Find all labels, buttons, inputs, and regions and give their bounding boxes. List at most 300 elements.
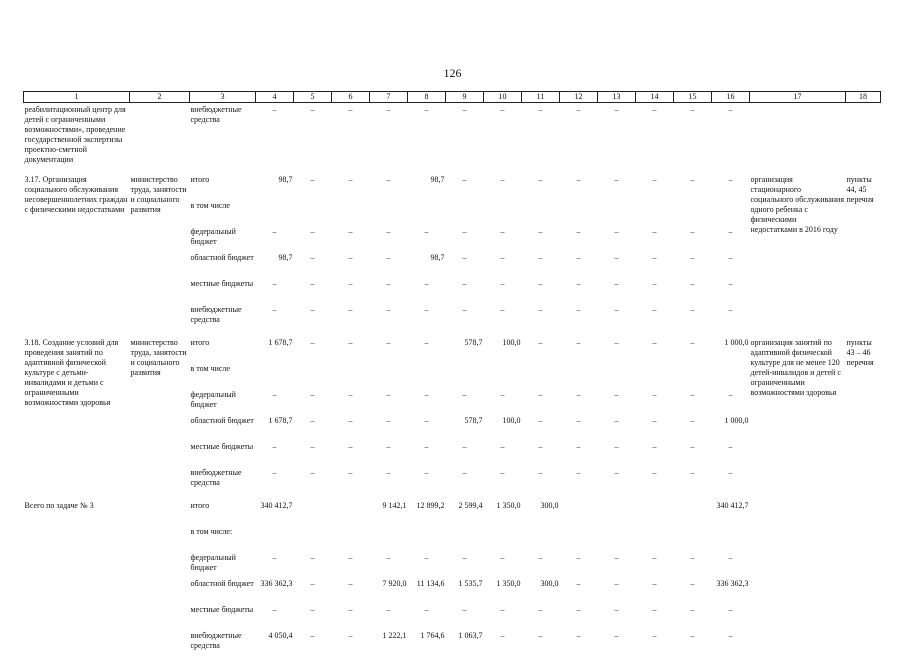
amount-cell-col-13: – [598,252,636,278]
amount-cell-col-15: – [674,278,712,304]
amount-cell-col-9: – [446,252,484,278]
amount-cell-col-5: – [294,552,332,578]
amount-cell-col-4: 340 412,7 [256,499,294,526]
amount-cell-col-8: 98,7 [408,173,446,200]
funding-source-label: внебюджетные средства [190,103,256,168]
amount-cell-col-6: – [332,604,370,630]
funding-source-label: внебюджетные средства [190,304,256,330]
amount-cell-col-10: – [484,441,522,467]
amount-cell-col-15: – [674,304,712,330]
amount-cell-col-14: – [636,173,674,200]
amount-cell-col-16: – [712,304,750,330]
amount-cell-col-9 [446,526,484,552]
amount-cell-col-15: – [674,578,712,604]
amount-cell-col-11: – [522,604,560,630]
amount-cell-col-8: – [408,278,446,304]
amount-cell-col-16: – [712,630,750,656]
funding-source-label: итого [190,336,256,363]
amount-cell-col-6: – [332,252,370,278]
funding-source-label: итого [190,499,256,526]
amount-cell-col-4: – [256,278,294,304]
amount-cell-col-7: – [370,252,408,278]
amount-cell-col-12 [560,363,598,389]
column-header-4: 4 [256,92,294,103]
amount-cell-col-7: – [370,278,408,304]
amount-cell-col-4: 98,7 [256,173,294,200]
amount-cell-col-14: – [636,389,674,415]
amount-cell-col-14: – [636,630,674,656]
amount-cell-col-10: – [484,604,522,630]
amount-cell-col-8 [408,363,446,389]
amount-cell-col-4: – [256,304,294,330]
responsible-executor: министерство труда, занятости и социального развития [130,336,190,493]
amount-cell-col-5: – [294,467,332,493]
amount-cell-col-15: – [674,415,712,441]
table-row-g317-0 [24,173,881,200]
amount-cell-col-8: – [408,336,446,363]
amount-cell-col-8: – [408,389,446,415]
amount-cell-col-7 [370,526,408,552]
amount-cell-col-15: – [674,336,712,363]
amount-cell-col-15: – [674,173,712,200]
amount-cell-col-14: – [636,467,674,493]
amount-cell-col-6 [332,499,370,526]
amount-cell-col-8: 12 899,2 [408,499,446,526]
amount-cell-col-13 [598,363,636,389]
amount-cell-col-10: – [484,252,522,278]
budget-table [23,91,881,656]
amount-cell-col-9: – [446,173,484,200]
amount-cell-col-4 [256,363,294,389]
column-header-10: 10 [484,92,522,103]
amount-cell-col-11 [522,363,560,389]
amount-cell-col-12: – [560,252,598,278]
amount-cell-col-12: – [560,103,598,168]
amount-cell-col-15: – [674,467,712,493]
amount-cell-col-15 [674,499,712,526]
amount-cell-col-14: – [636,604,674,630]
amount-cell-col-5: – [294,278,332,304]
column-header-2: 2 [130,92,190,103]
amount-cell-col-14: – [636,578,674,604]
funding-source-label: в том числе [190,200,256,226]
column-header-7: 7 [370,92,408,103]
column-header-14: 14 [636,92,674,103]
amount-cell-col-9: – [446,304,484,330]
column-header-16: 16 [712,92,750,103]
amount-cell-col-9 [446,363,484,389]
amount-cell-col-15: – [674,103,712,168]
amount-cell-col-7: – [370,441,408,467]
amount-cell-col-12: – [560,578,598,604]
amount-cell-col-14 [636,526,674,552]
amount-cell-col-11: – [522,630,560,656]
amount-cell-col-13: – [598,630,636,656]
amount-cell-col-14: – [636,441,674,467]
amount-cell-col-5 [294,363,332,389]
amount-cell-col-10: – [484,226,522,252]
expected-result [750,103,846,168]
amount-cell-col-9: 1 063,7 [446,630,484,656]
amount-cell-col-4: – [256,467,294,493]
amount-cell-col-7: – [370,173,408,200]
measure-name: 3.18. Создание условий для проведения занятий по адаптивной физической культуре с детьми-инвалидами и детьми с ограниченными возможностями здоровья [24,336,130,493]
amount-cell-col-13: – [598,304,636,330]
amount-cell-col-11: – [522,173,560,200]
amount-cell-col-12: – [560,173,598,200]
amount-cell-col-14: – [636,226,674,252]
amount-cell-col-8: – [408,552,446,578]
amount-cell-col-6: – [332,467,370,493]
amount-cell-col-9: – [446,278,484,304]
amount-cell-col-5: – [294,578,332,604]
amount-cell-col-6: – [332,441,370,467]
amount-cell-col-6: – [332,630,370,656]
funding-source-label: итого [190,173,256,200]
amount-cell-col-6: – [332,389,370,415]
amount-cell-col-9: – [446,226,484,252]
amount-cell-col-5: – [294,604,332,630]
amount-cell-col-8: – [408,604,446,630]
amount-cell-col-14: – [636,552,674,578]
amount-cell-col-5: – [294,389,332,415]
funding-source-label: областной бюджет [190,578,256,604]
amount-cell-col-16: 1 000,0 [712,336,750,363]
amount-cell-col-15 [674,363,712,389]
column-header-5: 5 [294,92,332,103]
amount-cell-col-15: – [674,630,712,656]
amount-cell-col-14 [636,200,674,226]
column-header-12: 12 [560,92,598,103]
amount-cell-col-10: 100,0 [484,336,522,363]
table-row-cont-0 [24,103,881,168]
amount-cell-col-13: – [598,226,636,252]
amount-cell-col-7: – [370,467,408,493]
column-header-6: 6 [332,92,370,103]
amount-cell-col-7: 7 920,0 [370,578,408,604]
amount-cell-col-11 [522,200,560,226]
amount-cell-col-7 [370,363,408,389]
amount-cell-col-14: – [636,304,674,330]
measure-name: 3.17. Организация социального обслуживания несовершеннолетних граждан с физическими недостатками [24,173,130,330]
amount-cell-col-7: 9 142,1 [370,499,408,526]
amount-cell-col-15: – [674,226,712,252]
amount-cell-col-14: – [636,415,674,441]
amount-cell-col-6: – [332,103,370,168]
amount-cell-col-16: 340 412,7 [712,499,750,526]
amount-cell-col-13: – [598,604,636,630]
expected-result: организация стационарного социального обслуживания одного ребенка с физическими недостатками в 2016 году [750,173,846,330]
responsible-executor [130,499,190,656]
amount-cell-col-12: – [560,630,598,656]
amount-cell-col-10: – [484,389,522,415]
column-header-18: 18 [846,92,881,103]
amount-cell-col-11: – [522,441,560,467]
funding-source-label: внебюджетные средства [190,630,256,656]
amount-cell-col-15: – [674,441,712,467]
amount-cell-col-16: – [712,278,750,304]
amount-cell-col-7 [370,200,408,226]
amount-cell-col-4: 1 678,7 [256,415,294,441]
amount-cell-col-5: – [294,252,332,278]
amount-cell-col-15 [674,526,712,552]
amount-cell-col-16: – [712,389,750,415]
amount-cell-col-11: – [522,252,560,278]
amount-cell-col-13: – [598,389,636,415]
amount-cell-col-6: – [332,415,370,441]
amount-cell-col-7: 1 222,1 [370,630,408,656]
amount-cell-col-16: – [712,103,750,168]
amount-cell-col-11: – [522,415,560,441]
amount-cell-col-6: – [332,226,370,252]
amount-cell-col-4: – [256,552,294,578]
amount-cell-col-5 [294,499,332,526]
amount-cell-col-13: – [598,103,636,168]
amount-cell-col-5: – [294,226,332,252]
amount-cell-col-11: – [522,304,560,330]
amount-cell-col-9: – [446,389,484,415]
amount-cell-col-11: 300,0 [522,499,560,526]
amount-cell-col-8: – [408,226,446,252]
responsible-executor: министерство труда, занятости и социального развития [130,173,190,330]
amount-cell-col-12: – [560,389,598,415]
amount-cell-col-11: – [522,226,560,252]
amount-cell-col-7: – [370,226,408,252]
amount-cell-col-16: – [712,552,750,578]
responsible-executor [130,103,190,168]
amount-cell-col-13: – [598,441,636,467]
amount-cell-col-9 [446,200,484,226]
amount-cell-col-10 [484,363,522,389]
amount-cell-col-9: 578,7 [446,336,484,363]
expected-result [750,499,846,656]
amount-cell-col-9: – [446,604,484,630]
amount-cell-col-16: – [712,252,750,278]
amount-cell-col-6: – [332,278,370,304]
amount-cell-col-9: – [446,441,484,467]
amount-cell-col-14: – [636,103,674,168]
expected-result: организация занятий по адаптивной физической культуре для не менее 120 детей-инвалидов и детей с ограниченными возможностями здоровья [750,336,846,493]
amount-cell-col-12: – [560,467,598,493]
amount-cell-col-10: 100,0 [484,415,522,441]
amount-cell-col-13 [598,499,636,526]
amount-cell-col-13: – [598,173,636,200]
funding-source-label: внебюджетные средства [190,467,256,493]
amount-cell-col-4: – [256,103,294,168]
amount-cell-col-12: – [560,552,598,578]
amount-cell-col-15: – [674,552,712,578]
table-row-g318-0 [24,336,881,363]
amount-cell-col-10: – [484,103,522,168]
amount-cell-col-11: – [522,467,560,493]
amount-cell-col-5: – [294,103,332,168]
amount-cell-col-12: – [560,278,598,304]
amount-cell-col-12 [560,526,598,552]
amount-cell-col-8: – [408,304,446,330]
amount-cell-col-4: – [256,389,294,415]
amount-cell-col-13: – [598,336,636,363]
amount-cell-col-7: – [370,103,408,168]
amount-cell-col-13: – [598,552,636,578]
column-header-8: 8 [408,92,446,103]
amount-cell-col-5: – [294,173,332,200]
amount-cell-col-9: – [446,467,484,493]
amount-cell-col-14: – [636,336,674,363]
amount-cell-col-11: – [522,389,560,415]
amount-cell-col-13 [598,200,636,226]
amount-cell-col-14: – [636,278,674,304]
amount-cell-col-16: – [712,604,750,630]
amount-cell-col-5: – [294,415,332,441]
amount-cell-col-11 [522,526,560,552]
amount-cell-col-13: – [598,278,636,304]
amount-cell-col-6 [332,526,370,552]
amount-cell-col-6: – [332,578,370,604]
amount-cell-col-15: – [674,252,712,278]
amount-cell-col-8: 1 764,6 [408,630,446,656]
amount-cell-col-5 [294,526,332,552]
amount-cell-col-8: 11 134,6 [408,578,446,604]
amount-cell-col-10: – [484,304,522,330]
amount-cell-col-4 [256,526,294,552]
amount-cell-col-10 [484,526,522,552]
amount-cell-col-10: 1 350,0 [484,499,522,526]
amount-cell-col-13 [598,526,636,552]
amount-cell-col-12 [560,499,598,526]
amount-cell-col-16 [712,200,750,226]
column-header-17: 17 [750,92,846,103]
funding-source-label: местные бюджеты [190,441,256,467]
column-header-9: 9 [446,92,484,103]
list-reference [846,499,881,656]
amount-cell-col-14 [636,363,674,389]
funding-source-label: в том числе [190,363,256,389]
amount-cell-col-11: – [522,336,560,363]
amount-cell-col-8 [408,526,446,552]
table-body [24,103,881,656]
page-number: 126 [0,66,905,81]
measure-name: реабилитационный центр для детей с ограниченными возможностями», проведение государственной экспертизы проектно-сметной документации [24,103,130,168]
column-header-11: 11 [522,92,560,103]
amount-cell-col-13: – [598,467,636,493]
amount-cell-col-16: 1 000,0 [712,415,750,441]
amount-cell-col-4: 4 050,4 [256,630,294,656]
amount-cell-col-16: – [712,226,750,252]
amount-cell-col-5: – [294,630,332,656]
amount-cell-col-15 [674,200,712,226]
column-header-3: 3 [190,92,256,103]
column-header-13: 13 [598,92,636,103]
amount-cell-col-7: – [370,389,408,415]
amount-cell-col-9: 578,7 [446,415,484,441]
amount-cell-col-9: – [446,552,484,578]
amount-cell-col-5: – [294,441,332,467]
amount-cell-col-16: – [712,467,750,493]
amount-cell-col-16: – [712,441,750,467]
list-reference: пункты 44, 45 перечня [846,173,881,330]
funding-source-label: федеральный бюджет [190,389,256,415]
amount-cell-col-6: – [332,552,370,578]
funding-source-label: областной бюджет [190,415,256,441]
amount-cell-col-16: 336 362,3 [712,578,750,604]
amount-cell-col-8: – [408,441,446,467]
amount-cell-col-6 [332,200,370,226]
amount-cell-col-4: – [256,226,294,252]
funding-source-label: федеральный бюджет [190,552,256,578]
amount-cell-col-5: – [294,304,332,330]
amount-cell-col-10 [484,200,522,226]
amount-cell-col-4: 1 678,7 [256,336,294,363]
amount-cell-col-10: – [484,467,522,493]
column-header-15: 15 [674,92,712,103]
table-row-total3-0 [24,499,881,526]
amount-cell-col-13: – [598,415,636,441]
amount-cell-col-10: 1 350,0 [484,578,522,604]
column-header-1: 1 [24,92,130,103]
amount-cell-col-8: 98,7 [408,252,446,278]
amount-cell-col-8: – [408,415,446,441]
amount-cell-col-9: 1 535,7 [446,578,484,604]
amount-cell-col-13: – [598,578,636,604]
funding-source-label: в том числе: [190,526,256,552]
amount-cell-col-14 [636,499,674,526]
amount-cell-col-11: – [522,552,560,578]
amount-cell-col-7: – [370,336,408,363]
amount-cell-col-12: – [560,304,598,330]
amount-cell-col-11: – [522,103,560,168]
amount-cell-col-7: – [370,552,408,578]
amount-cell-col-6: – [332,336,370,363]
amount-cell-col-7: – [370,304,408,330]
amount-cell-col-12: – [560,415,598,441]
amount-cell-col-4: – [256,604,294,630]
amount-cell-col-5 [294,200,332,226]
amount-cell-col-7: – [370,604,408,630]
column-number-row [24,92,881,103]
funding-source-label: местные бюджеты [190,604,256,630]
amount-cell-col-6 [332,363,370,389]
amount-cell-col-15: – [674,389,712,415]
amount-cell-col-16 [712,363,750,389]
amount-cell-col-16 [712,526,750,552]
amount-cell-col-14: – [636,252,674,278]
funding-source-label: областной бюджет [190,252,256,278]
funding-source-label: местные бюджеты [190,278,256,304]
amount-cell-col-7: – [370,415,408,441]
amount-cell-col-15: – [674,604,712,630]
amount-cell-col-8: – [408,103,446,168]
funding-source-label: федеральный бюджет [190,226,256,252]
measure-name: Всего по задаче № 3 [24,499,130,656]
amount-cell-col-12 [560,200,598,226]
list-reference: пункты 43 – 46 перечня [846,336,881,493]
amount-cell-col-11: – [522,278,560,304]
list-reference [846,103,881,168]
amount-cell-col-11: 300,0 [522,578,560,604]
amount-cell-col-4: – [256,441,294,467]
amount-cell-col-8 [408,200,446,226]
amount-cell-col-10: – [484,552,522,578]
amount-cell-col-12: – [560,336,598,363]
amount-cell-col-9: 2 599,4 [446,499,484,526]
amount-cell-col-4 [256,200,294,226]
amount-cell-col-12: – [560,441,598,467]
amount-cell-col-4: 336 362,3 [256,578,294,604]
amount-cell-col-10: – [484,173,522,200]
amount-cell-col-4: 98,7 [256,252,294,278]
amount-cell-col-8: – [408,467,446,493]
amount-cell-col-5: – [294,336,332,363]
